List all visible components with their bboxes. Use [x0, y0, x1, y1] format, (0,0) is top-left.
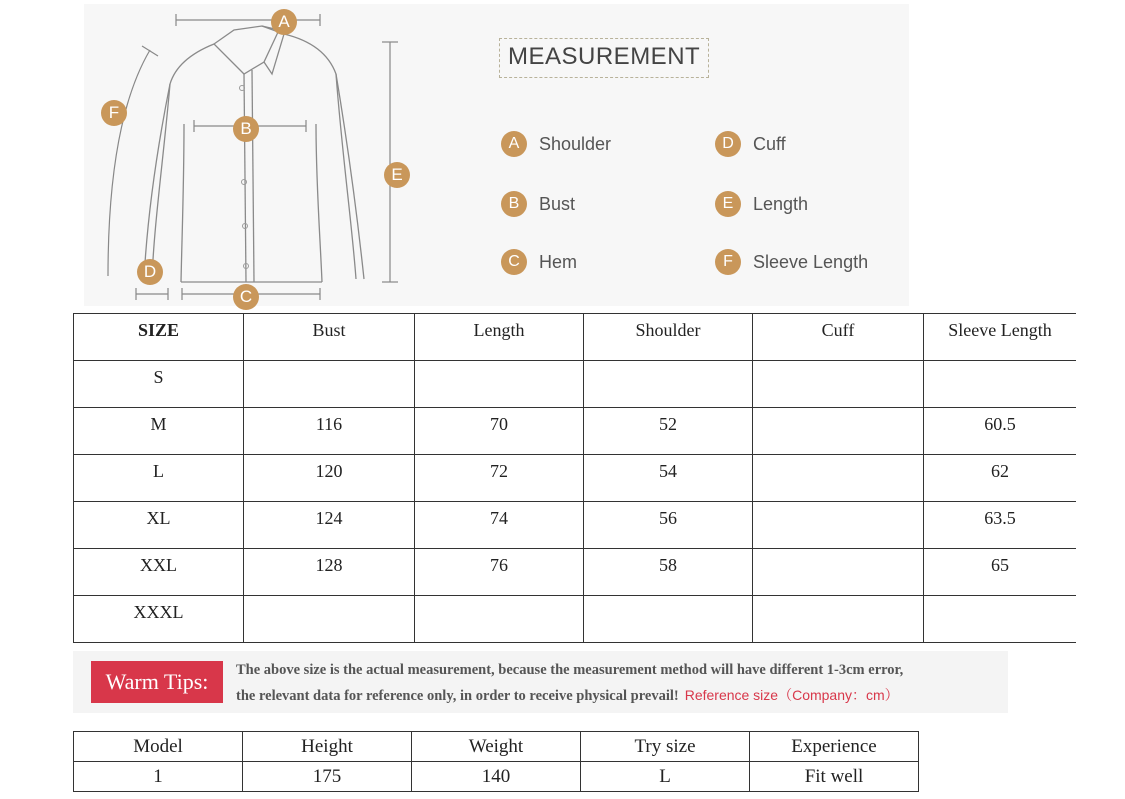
- cell-shoulder: [584, 361, 753, 408]
- legend-badge-d: D: [715, 131, 741, 157]
- badge-b: B: [233, 116, 259, 142]
- cell-sleeve-length: 62: [924, 455, 1077, 502]
- cell-sleeve-length: 60.5: [924, 408, 1077, 455]
- cell-bust: 116: [244, 408, 415, 455]
- cell-bust: 124: [244, 502, 415, 549]
- badge-c: C: [233, 284, 259, 310]
- cell-cuff: [753, 408, 924, 455]
- table-row: [74, 408, 1077, 455]
- cell-sleeve-length: 63.5: [924, 502, 1077, 549]
- cell-shoulder: 52: [584, 408, 753, 455]
- cell-size: S: [74, 361, 244, 408]
- cell-cuff: [753, 502, 924, 549]
- warm-tips-label: Warm Tips:: [91, 661, 223, 703]
- cell-length: 76: [415, 549, 584, 596]
- legend-badge-b: B: [501, 191, 527, 217]
- measurement-diagram-panel: [84, 4, 909, 306]
- cell-bust: 128: [244, 549, 415, 596]
- cell-shoulder: 54: [584, 455, 753, 502]
- legend-length: [715, 191, 808, 217]
- cell-size: XL: [74, 502, 244, 549]
- shirt-outline-illustration: [84, 4, 414, 306]
- table-row: [74, 502, 1077, 549]
- warm-tips-text-line1: The above size is the actual measurement, because the measurement method will have different 1-3cm error,: [236, 662, 904, 678]
- header-size: SIZE: [74, 314, 244, 361]
- header-length: Length: [415, 314, 584, 361]
- legend-label: Hem: [539, 251, 578, 272]
- cell-sleeve-length: 65: [924, 549, 1077, 596]
- measurement-title: MEASUREMENT: [499, 38, 709, 78]
- table-row: [74, 549, 1077, 596]
- header-bust: Bust: [244, 314, 415, 361]
- cell-bust: [244, 596, 415, 643]
- cell-size: L: [74, 455, 244, 502]
- legend-label: Length: [753, 193, 809, 214]
- cell-length: 74: [415, 502, 584, 549]
- legend-sleeve-length: [715, 249, 868, 275]
- legend-label: Sleeve Length: [753, 251, 869, 272]
- cell-length: 70: [415, 408, 584, 455]
- legend-label: Bust: [539, 193, 576, 214]
- badge-e: E: [384, 162, 410, 188]
- cell-bust: [244, 361, 415, 408]
- cell-cuff: [753, 596, 924, 643]
- legend-cuff: [715, 131, 786, 157]
- warm-tips-panel: [73, 651, 1008, 713]
- legend-label: Shoulder: [539, 133, 612, 154]
- cell-size: XXL: [74, 549, 244, 596]
- legend-badge-c: C: [501, 249, 527, 275]
- cell-model: 1: [74, 762, 243, 792]
- cell-height: 175: [243, 762, 412, 792]
- legend-badge-f: F: [715, 249, 741, 275]
- warm-tips-text-line2-main: the relevant data for reference only, in order to receive physical prevail!: [236, 688, 679, 704]
- legend-bust: [501, 191, 575, 217]
- table-row: [74, 455, 1077, 502]
- header-model: Model: [74, 732, 243, 762]
- legend-hem: [501, 249, 577, 275]
- legend-badge-a: A: [501, 131, 527, 157]
- cell-sleeve-length: [924, 361, 1077, 408]
- header-experience: Experience: [750, 732, 919, 762]
- legend-shoulder: [501, 131, 611, 157]
- table-row: [74, 361, 1077, 408]
- badge-a: A: [271, 9, 297, 35]
- cell-length: [415, 596, 584, 643]
- cell-shoulder: [584, 596, 753, 643]
- reference-size-note: Reference size（Company：cm）: [684, 687, 899, 703]
- cell-try-size: L: [581, 762, 750, 792]
- header-sleeve-length: Sleeve Length: [924, 314, 1077, 361]
- model-fit-table: [73, 731, 919, 792]
- header-shoulder: Shoulder: [584, 314, 753, 361]
- legend-badge-e: E: [715, 191, 741, 217]
- cell-sleeve-length: [924, 596, 1077, 643]
- header-cuff: Cuff: [753, 314, 924, 361]
- cell-cuff: [753, 361, 924, 408]
- cell-size: M: [74, 408, 244, 455]
- cell-cuff: [753, 549, 924, 596]
- warm-tips-text-line2: [236, 685, 899, 705]
- cell-cuff: [753, 455, 924, 502]
- legend-label: Cuff: [753, 133, 786, 154]
- cell-shoulder: 58: [584, 549, 753, 596]
- table-row: [74, 596, 1077, 643]
- cell-length: [415, 361, 584, 408]
- header-height: Height: [243, 732, 412, 762]
- size-chart-table: [73, 313, 1076, 643]
- header-try-size: Try size: [581, 732, 750, 762]
- model-table-header-row: [74, 732, 919, 762]
- badge-f: F: [101, 100, 127, 126]
- cell-experience: Fit well: [750, 762, 919, 792]
- header-weight: Weight: [412, 732, 581, 762]
- size-table-header-row: [74, 314, 1077, 361]
- table-row: [74, 762, 919, 792]
- badge-d: D: [137, 259, 163, 285]
- cell-size: XXXL: [74, 596, 244, 643]
- cell-weight: 140: [412, 762, 581, 792]
- cell-shoulder: 56: [584, 502, 753, 549]
- cell-bust: 120: [244, 455, 415, 502]
- cell-length: 72: [415, 455, 584, 502]
